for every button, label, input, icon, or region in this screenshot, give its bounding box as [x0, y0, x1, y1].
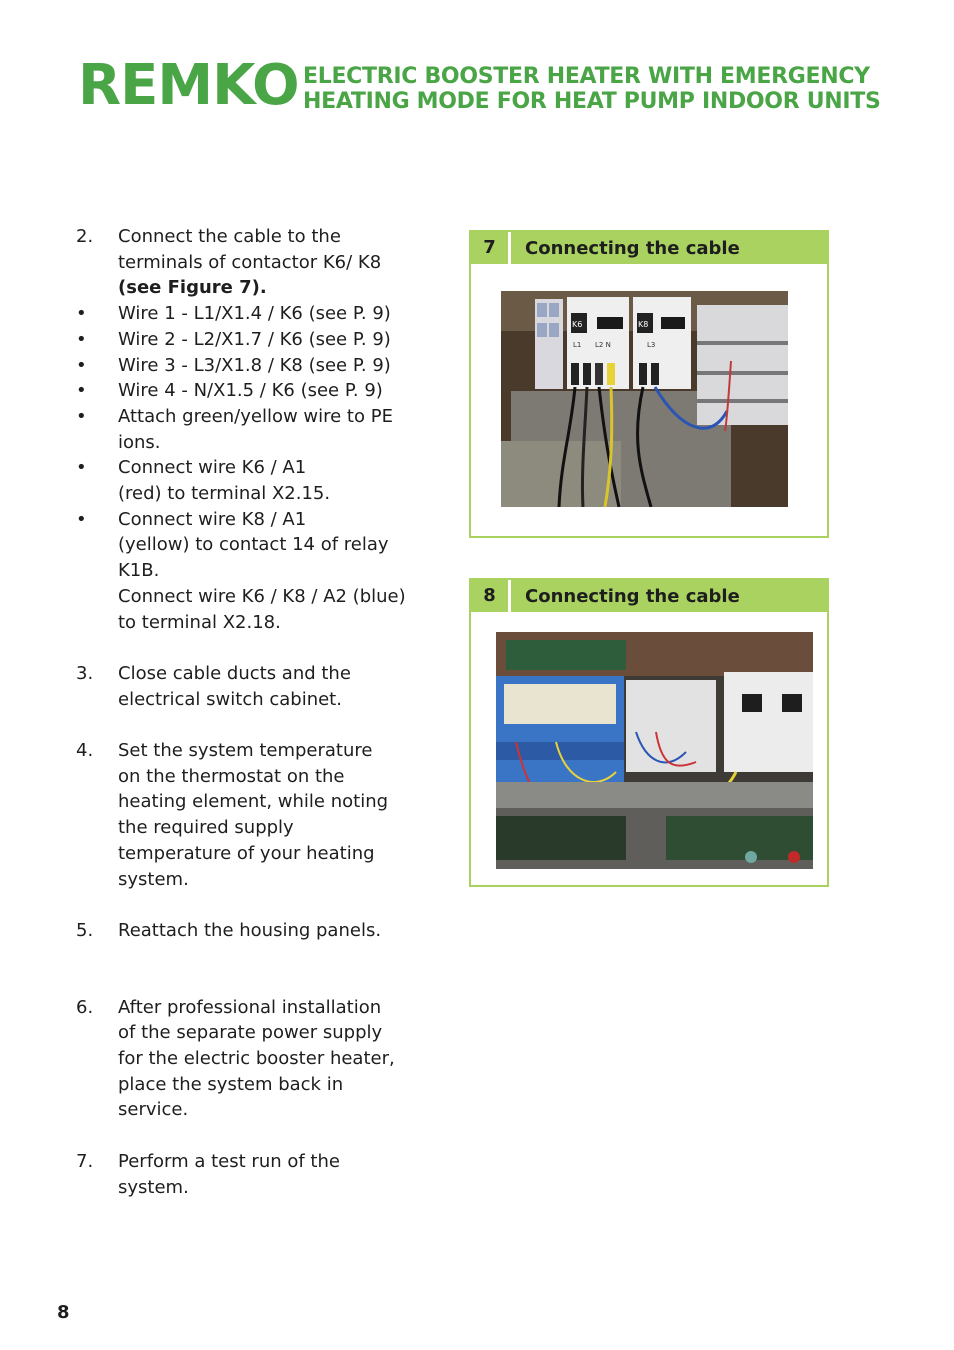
- step-line: terminals of contactor K6/ K8: [118, 251, 382, 273]
- figure-header: [471, 232, 827, 264]
- instruction-steps: [76, 224, 416, 1200]
- step-text: [118, 661, 416, 712]
- bullet-line: (yellow) to contact 14 of relay: [118, 534, 389, 556]
- bullet-text: [118, 507, 416, 636]
- step-number: 2.: [76, 226, 94, 247]
- step-line: After professional installation: [118, 996, 382, 1018]
- step-line: Set the system temperature: [118, 740, 373, 762]
- step-line: Connect the cable to the: [118, 226, 341, 247]
- step-number: 5.: [76, 919, 94, 941]
- bullet-line: Connect wire K8 / A1: [118, 508, 307, 530]
- step-3: [76, 661, 416, 712]
- step-number: 3.: [76, 662, 94, 684]
- bullet-icon: •: [76, 303, 87, 325]
- bullet-icon: •: [76, 354, 87, 376]
- step-text: Reattach the housing panels.: [118, 919, 382, 941]
- document-title-line-2: HEATING MODE FOR HEAT PUMP INDOOR UNITS: [303, 89, 881, 114]
- step-line: of the separate power supply: [118, 1022, 383, 1044]
- bullet-text: Wire 3 - L3/X1.8 / K8 (see P. 9): [118, 354, 391, 376]
- figure-number: 8: [471, 580, 511, 612]
- step-line: place the system back in: [118, 1073, 344, 1095]
- bullet-line: to terminal X2.18.: [118, 611, 281, 633]
- step-line: the required supply: [118, 817, 294, 839]
- bullet-text: Wire 4 - N/X1.5 / K6 (see P. 9): [118, 380, 383, 402]
- step-number: 6.: [76, 996, 94, 1018]
- step-line: on the thermostat on the: [118, 765, 345, 787]
- step-text: [118, 224, 416, 301]
- figure-header: [471, 580, 827, 612]
- label-k8: K8: [638, 320, 649, 329]
- bullet-item: [76, 404, 416, 455]
- figure-number: 7: [471, 232, 511, 264]
- step-line: service.: [118, 1099, 189, 1121]
- bullet-line: Connect wire K6 / K8 / A2 (blue): [118, 585, 406, 607]
- step-text: [118, 738, 416, 892]
- step-text: [118, 995, 416, 1124]
- label-l2n: L2 N: [595, 341, 611, 349]
- figure-title: Connecting the cable: [525, 585, 740, 607]
- label-l1: L1: [573, 341, 582, 349]
- step-line: temperature of your heating: [118, 842, 375, 864]
- step-5: [76, 918, 416, 944]
- brand-logo: REMKO: [78, 53, 299, 118]
- figure-7: [469, 230, 829, 538]
- label-l3: L3: [647, 341, 656, 349]
- bullet-icon: •: [76, 405, 87, 427]
- step-line: for the electric booster heater,: [118, 1048, 395, 1070]
- bullet-item: [76, 301, 416, 327]
- step-line: electrical switch cabinet.: [118, 688, 342, 710]
- step-2: [76, 224, 416, 301]
- bullet-item: [76, 327, 416, 353]
- step-7: [76, 1149, 416, 1200]
- figure-title: Connecting the cable: [525, 237, 740, 259]
- bullet-text: Wire 2 - L2/X1.7 / K6 (see P. 9): [118, 328, 391, 350]
- bullet-text: [118, 404, 416, 455]
- page-number: 8: [57, 1302, 70, 1323]
- bullet-item: [76, 378, 416, 404]
- step-text: Perform a test run of the system.: [118, 1150, 340, 1198]
- figure-8-photo: [496, 632, 813, 869]
- label-k6: K6: [572, 320, 583, 329]
- bullet-icon: •: [76, 380, 87, 402]
- bullet-item: [76, 455, 416, 506]
- bullet-icon: •: [76, 508, 87, 530]
- figure-7-photo: [501, 291, 788, 507]
- step-line: Close cable ducts and the: [118, 662, 351, 684]
- step-line: system.: [118, 868, 189, 890]
- bullet-line: (red) to terminal X2.15.: [118, 483, 331, 505]
- bullet-line: K1B.: [118, 560, 160, 582]
- step-line: heating element, while noting: [118, 791, 389, 813]
- bullet-icon: •: [76, 328, 87, 350]
- bullet-line: ions.: [118, 431, 161, 453]
- bullet-text: Wire 1 - L1/X1.4 / K6 (see P. 9): [118, 303, 391, 325]
- bullet-item: [76, 507, 416, 636]
- step-6: [76, 995, 416, 1124]
- step-number: 4.: [76, 740, 94, 762]
- figure-reference: (see Figure 7).: [118, 277, 267, 299]
- bullet-text: [118, 455, 416, 506]
- step-number: 7.: [76, 1150, 94, 1172]
- bullet-icon: •: [76, 457, 87, 479]
- bullet-line: Attach green/yellow wire to PE: [118, 405, 393, 427]
- bullet-line: Connect wire K6 / A1: [118, 457, 307, 479]
- bullet-item: [76, 353, 416, 379]
- document-title-line-1: ELECTRIC BOOSTER HEATER WITH EMERGENCY: [303, 64, 870, 89]
- document-title: [303, 64, 903, 114]
- step-4: [76, 738, 416, 892]
- figure-8: [469, 578, 829, 887]
